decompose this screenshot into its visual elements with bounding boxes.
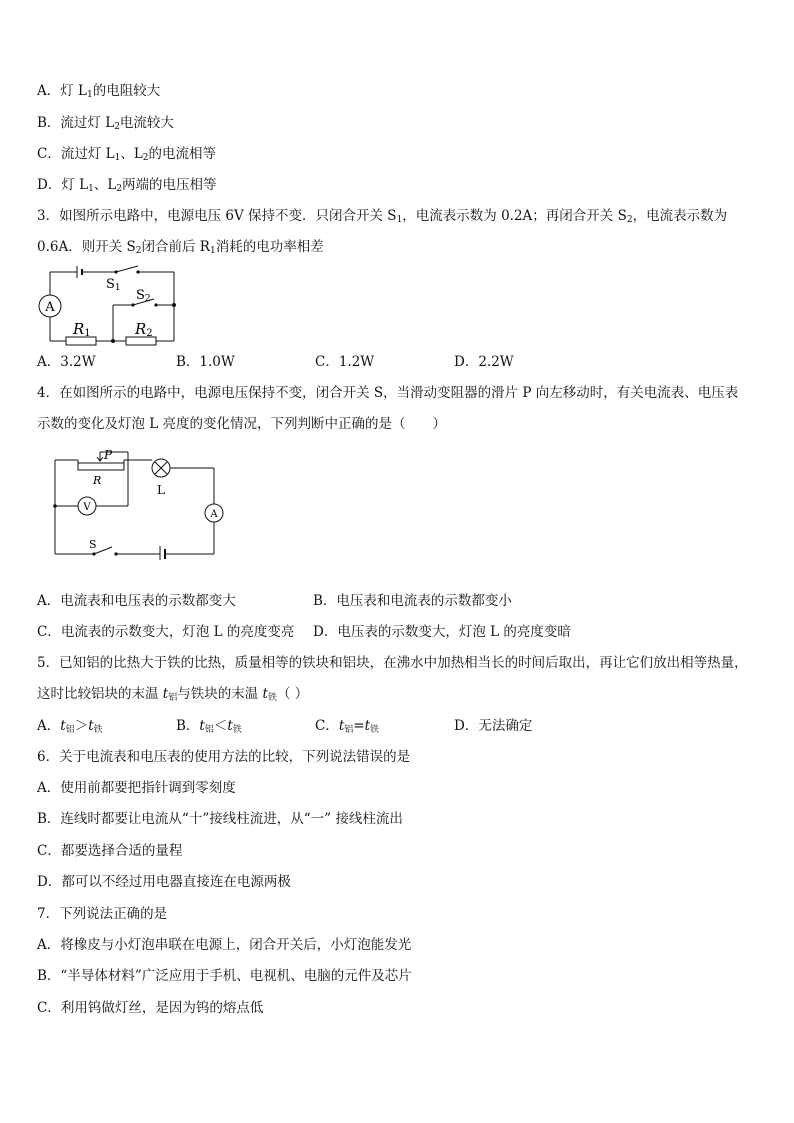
voltmeter-label: V — [83, 502, 91, 513]
q4-option-b: B．电压表和电流表的示数都变小 — [313, 593, 512, 609]
ammeter-label: A — [210, 509, 218, 520]
switch-s1-blade — [116, 266, 138, 272]
q4-option-c: C．电流表的示数变大，灯泡 L 的亮度变亮 — [37, 624, 295, 640]
switch-label: S — [89, 538, 97, 551]
q2-option-d: D．灯 $L_1$、$L_2$两端的电压相等 — [37, 177, 217, 194]
q3-stem-line1: 3．如图所示电路中，电源电压 6V 保持不变．只闭合开关 $S_1$，电流表示数为 0.2A；再闭合开关 $S_2$，电流表示数为 — [37, 208, 728, 225]
switch-s-blade — [94, 547, 112, 554]
s1-label: S1 — [106, 277, 121, 293]
q5-option-c: C．$t_铝=t_铁$ — [315, 718, 380, 735]
q5-option-b: B．$t_铝<t_铁$ — [176, 718, 242, 735]
q3-option-c: C．1.2W — [315, 354, 375, 370]
q4-stem-line2: 示数的变化及灯泡 L 亮度的变化情况，下列判断中正确的是（ ） — [37, 416, 447, 432]
q6-option-c: C．都要选择合适的量程 — [37, 843, 183, 859]
r-label: R — [93, 474, 102, 487]
q5-option-d: D．无法确定 — [454, 718, 533, 734]
q5-stem-line1: 5．已知铝的比热大于铁的比热，质量相等的铁块和铝块，在沸水中加热相当长的时间后取出，再让它们放出相等热量， — [37, 655, 748, 671]
q6-option-b: B．连线时都要让电流从“十”接线柱流进，从“一” 接线柱流出 — [37, 811, 403, 827]
q3-option-a: A．3.2W — [37, 354, 96, 370]
q3-stem-line2: 0.6A．则开关 $S_2$闭合前后 $R_1$消耗的电功率相差 — [37, 239, 324, 256]
q2-option-a: A．灯 $L_1$的电阻较大 — [37, 83, 161, 100]
q7-stem: 7．下列说法正确的是 — [37, 906, 168, 922]
q3-circuit-diagram — [36, 264, 186, 348]
q7-option-c: C．利用钨做灯丝，是因为钨的熔点低 — [37, 1000, 264, 1016]
q7-option-b: B．“半导体材料”广泛应用于手机、电视机、电脑的元件及芯片 — [37, 968, 412, 984]
q2-option-b: B．流过灯 $L_2$电流较大 — [37, 115, 174, 132]
q6-option-d: D．都可以不经过用电器直接连在电源两极 — [37, 874, 291, 890]
q5-stem-line2: 这时比较铝块的末温 $t_铝$与铁块的末温 $t_铁$（ ） — [37, 686, 309, 703]
q2-option-c: C．流过灯 $L_1$、$L_2$的电流相等 — [37, 146, 217, 163]
q4-option-a: A．电流表和电压表的示数都变大 — [37, 593, 236, 609]
q6-stem: 6．关于电流表和电压表的使用方法的比较，下列说法错误的是 — [37, 749, 411, 765]
rheostat-resistor — [78, 463, 124, 470]
q4-circuit-diagram — [50, 448, 230, 560]
q3-option-b: B．1.0W — [176, 354, 235, 370]
q6-option-a: A．使用前都要把指针调到零刻度 — [37, 780, 236, 796]
q4-stem-line1: 4．在如图所示的电路中，电源电压保持不变，闭合开关 S，当滑动变阻器的滑片 P 向左移动时，有关电流表、电压表 — [37, 385, 739, 401]
q7-option-a: A．将橡皮与小灯泡串联在电源上，闭合开关后，小灯泡能发光 — [37, 937, 412, 953]
q4-option-d: D．电压表的示数变大，灯泡 L 的亮度变暗 — [313, 624, 571, 640]
resistor-r1 — [66, 337, 96, 345]
r1-label: R1 — [73, 320, 91, 339]
r2-label: R2 — [135, 320, 153, 339]
s2-label: S2 — [136, 288, 151, 304]
q3-option-d: D．2.2W — [454, 354, 514, 370]
ammeter-label: A — [45, 300, 55, 315]
p-label: P — [104, 448, 113, 462]
q5-option-a: A．$t_铝>t_铁$ — [37, 718, 103, 735]
lamp-label: L — [157, 483, 165, 497]
